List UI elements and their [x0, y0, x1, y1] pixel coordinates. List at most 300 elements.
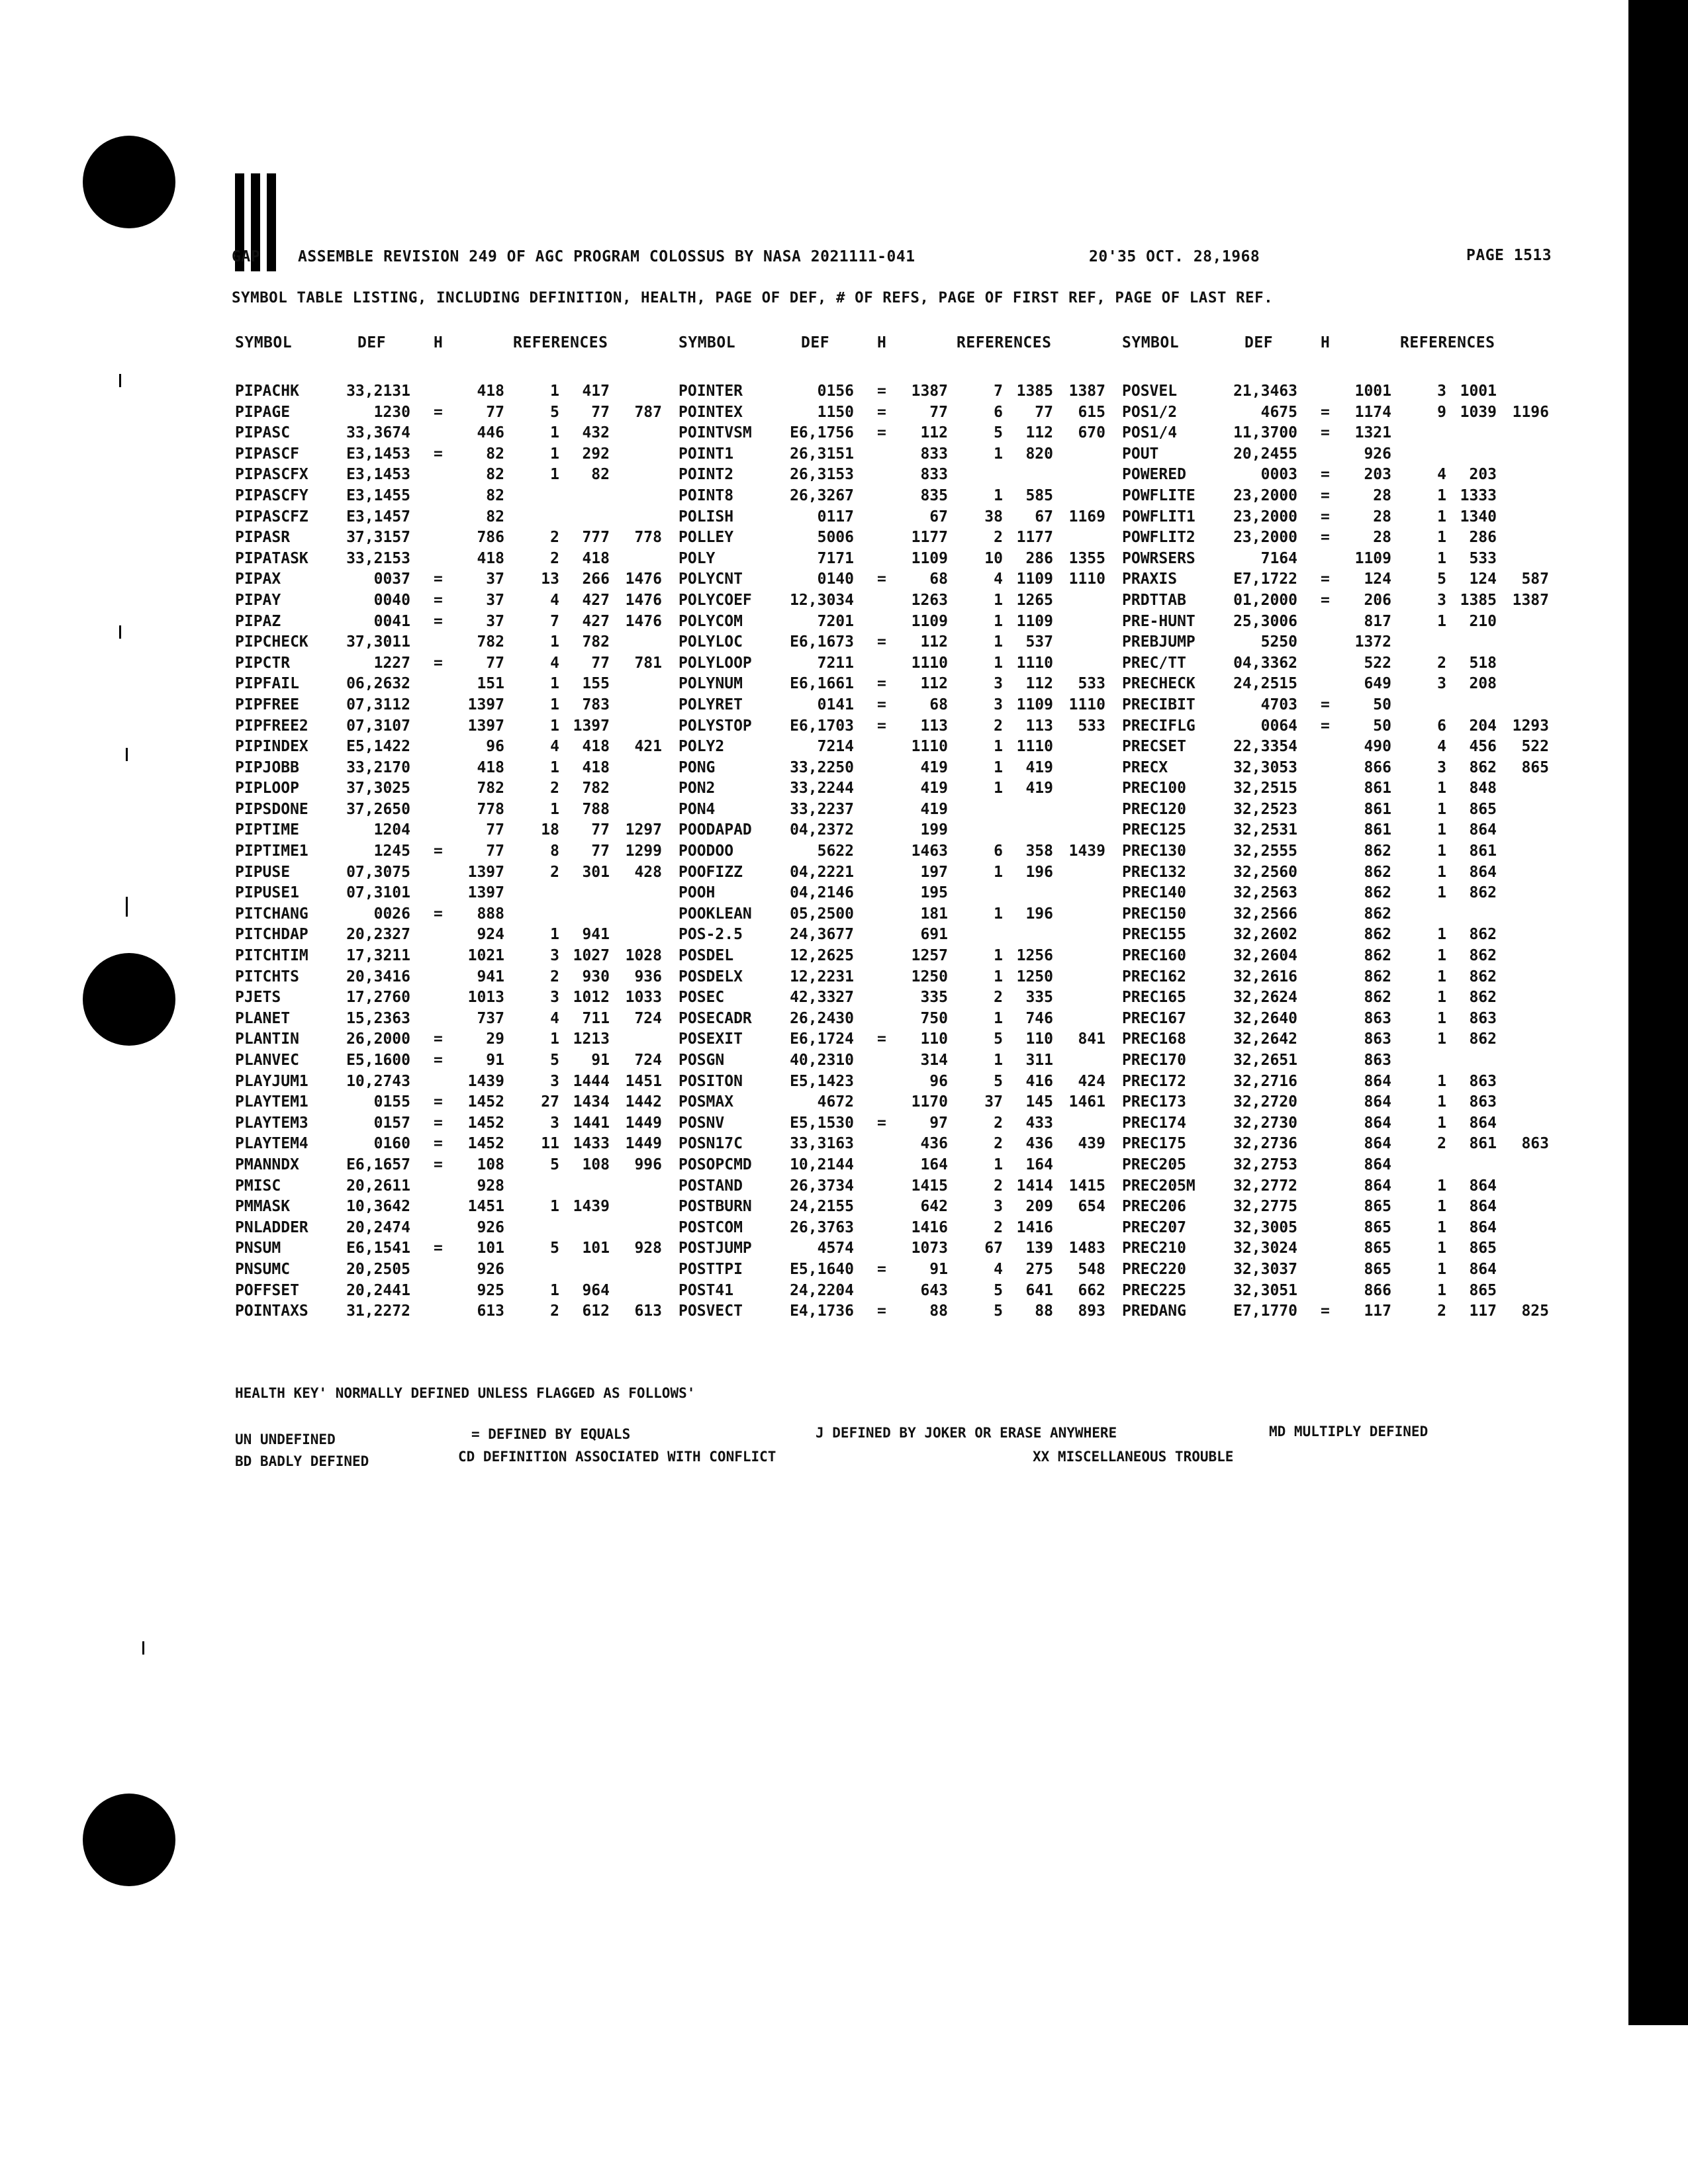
def-page: 195	[920, 884, 948, 902]
symbol: PREC210	[1122, 1240, 1186, 1257]
def-page: 436	[920, 1135, 948, 1153]
first-ref: 1434	[573, 1093, 610, 1111]
def: 07,3107	[346, 717, 410, 735]
symbol: PREC205	[1122, 1156, 1186, 1173]
def-page: 164	[920, 1156, 948, 1173]
def: E5,1600	[346, 1052, 410, 1069]
def: 32,2531	[1233, 821, 1297, 839]
def: 37,3157	[346, 529, 410, 547]
def: 32,2624	[1233, 989, 1297, 1007]
first-ref: 1333	[1460, 486, 1497, 504]
punch-hole-bottom	[83, 1794, 175, 1886]
def-page: 1416	[911, 1218, 948, 1236]
ref-count: 4	[994, 570, 1003, 588]
first-ref: 1213	[573, 1030, 610, 1048]
ref-count: 1	[1437, 821, 1446, 839]
ref-count: 11	[541, 1135, 559, 1153]
def: 1230	[373, 403, 410, 421]
health: =	[1321, 570, 1330, 588]
symbol: PIPFREE	[235, 696, 299, 713]
first-ref: 862	[1469, 968, 1497, 985]
def-page: 151	[477, 675, 504, 693]
first-ref: 864	[1469, 863, 1497, 881]
symbol: PON4	[679, 800, 716, 818]
last-ref: 1449	[625, 1114, 662, 1132]
def: 42,3327	[790, 989, 854, 1007]
ref-count: 4	[1437, 466, 1446, 484]
ref-count: 1	[994, 1009, 1003, 1027]
ref-count: 3	[994, 675, 1003, 693]
def: 1245	[373, 842, 410, 860]
def: 26,3151	[790, 445, 854, 463]
health: =	[1321, 591, 1330, 609]
def-page: 863	[1364, 1009, 1391, 1027]
symbol: POSDEL	[679, 947, 734, 965]
last-ref: 724	[634, 1009, 662, 1027]
first-ref: 286	[1469, 529, 1497, 547]
def-page: 786	[477, 529, 504, 547]
first-ref: 101	[582, 1240, 610, 1257]
def: E6,1541	[346, 1240, 410, 1257]
ref-count: 1	[994, 1156, 1003, 1173]
ref-count: 3	[550, 989, 559, 1007]
def-page: 865	[1364, 1240, 1391, 1257]
def: E5,1640	[790, 1260, 854, 1278]
first-ref: 417	[582, 383, 610, 400]
def-page: 77	[486, 821, 504, 839]
ref-count: 1	[550, 445, 559, 463]
first-ref: 416	[1025, 1072, 1053, 1090]
health: =	[434, 1135, 443, 1153]
def: 7214	[817, 738, 854, 756]
def-page: 1451	[467, 1198, 504, 1216]
first-ref: 204	[1469, 717, 1497, 735]
symbol: POLYCOEF	[679, 591, 752, 609]
def: 1204	[373, 821, 410, 839]
health: =	[434, 612, 443, 630]
def: 32,3037	[1233, 1260, 1297, 1278]
def: E6,1657	[346, 1156, 410, 1173]
symbol: POINT2	[679, 466, 734, 484]
def-page: 110	[920, 1030, 948, 1048]
def-page: 206	[1364, 591, 1391, 609]
first-ref: 1416	[1016, 1218, 1053, 1236]
def: 20,2611	[346, 1177, 410, 1195]
def-page: 77	[486, 403, 504, 421]
ref-count: 1	[1437, 780, 1446, 797]
first-ref: 1433	[573, 1135, 610, 1153]
ref-count: 1	[1437, 1114, 1446, 1132]
last-ref: 928	[634, 1240, 662, 1257]
symbol: PREC172	[1122, 1072, 1186, 1090]
def-page: 642	[920, 1198, 948, 1216]
first-ref: 432	[582, 424, 610, 442]
first-ref: 145	[1025, 1093, 1053, 1111]
def: 32,2616	[1233, 968, 1297, 985]
health: =	[1321, 717, 1330, 735]
def-page: 864	[1364, 1072, 1391, 1090]
last-ref: 421	[634, 738, 662, 756]
ref-count: 2	[994, 1114, 1003, 1132]
column-header-def: DEF	[801, 334, 830, 351]
first-ref: 113	[1025, 717, 1053, 735]
ref-count: 1	[1437, 968, 1446, 985]
def-page: 863	[1364, 1052, 1391, 1069]
def-page: 866	[1364, 1281, 1391, 1299]
symbol: PONG	[679, 758, 716, 776]
def: 0160	[373, 1135, 410, 1153]
first-ref: 77	[591, 403, 610, 421]
def: 32,3005	[1233, 1218, 1297, 1236]
def: 04,3362	[1233, 654, 1297, 672]
def-page: 419	[920, 758, 948, 776]
symbol: PRE-HUNT	[1122, 612, 1196, 630]
symbol: PNSUMC	[235, 1260, 291, 1278]
symbol: POWFLITE	[1122, 486, 1196, 504]
symbol: POODOO	[679, 842, 734, 860]
symbol: PREC220	[1122, 1260, 1186, 1278]
def: 0141	[817, 696, 854, 713]
first-ref: 864	[1469, 1218, 1497, 1236]
health: =	[877, 570, 886, 588]
symbol: POSVEL	[1122, 383, 1178, 400]
symbol: POSDELX	[679, 968, 743, 985]
symbol: POS1/4	[1122, 424, 1178, 442]
first-ref: 210	[1469, 612, 1497, 630]
ref-count: 5	[1437, 570, 1446, 588]
def-page: 782	[477, 780, 504, 797]
def-page: 1250	[911, 968, 948, 985]
def-page: 865	[1364, 1198, 1391, 1216]
symbol: POSN17C	[679, 1135, 743, 1153]
page-number: PAGE 1513	[1466, 247, 1552, 264]
first-ref: 1109	[1016, 612, 1053, 630]
def-page: 861	[1364, 800, 1391, 818]
first-ref: 418	[582, 758, 610, 776]
def: 32,2523	[1233, 800, 1297, 818]
first-ref: 533	[1469, 549, 1497, 567]
last-ref: 587	[1521, 570, 1549, 588]
def-page: 37	[486, 570, 504, 588]
ref-count: 1	[994, 591, 1003, 609]
ref-count: 3	[1437, 675, 1446, 693]
def: E3,1453	[346, 466, 410, 484]
ref-count: 67	[984, 1240, 1003, 1257]
def: 4574	[817, 1240, 854, 1257]
def: 37,2650	[346, 800, 410, 818]
ref-count: 1	[550, 633, 559, 651]
symbol: PREBJUMP	[1122, 633, 1196, 651]
def: 20,2505	[346, 1260, 410, 1278]
ref-count: 2	[1437, 1135, 1446, 1153]
symbol: PIPASC	[235, 424, 291, 442]
health-key-title: HEALTH KEY' NORMALLY DEFINED UNLESS FLAGGED AS FOLLOWS'	[235, 1385, 696, 1401]
def-page: 924	[477, 926, 504, 944]
first-ref: 358	[1025, 842, 1053, 860]
symbol: POWFLIT2	[1122, 529, 1196, 547]
first-ref: 301	[582, 863, 610, 881]
def-page: 737	[477, 1009, 504, 1027]
def-page: 97	[929, 1114, 948, 1132]
first-ref: 864	[1469, 1114, 1497, 1132]
def: 7201	[817, 612, 854, 630]
symbol: PLANET	[235, 1009, 291, 1027]
first-ref: 1177	[1016, 529, 1053, 547]
def-page: 1001	[1354, 383, 1391, 400]
first-ref: 537	[1025, 633, 1053, 651]
def: 32,2604	[1233, 947, 1297, 965]
symbol: PIPASCF	[235, 445, 299, 463]
def: 0041	[373, 612, 410, 630]
def: 20,2455	[1233, 445, 1297, 463]
def-page: 181	[920, 905, 948, 923]
ref-count: 1	[994, 758, 1003, 776]
first-ref: 82	[591, 466, 610, 484]
def: E6,1756	[790, 424, 854, 442]
def-page: 691	[920, 926, 948, 944]
health-key-joker: J DEFINED BY JOKER OR ERASE ANYWHERE	[816, 1425, 1117, 1441]
ref-count: 27	[541, 1093, 559, 1111]
def-page: 864	[1364, 1114, 1391, 1132]
ref-count: 9	[1437, 403, 1446, 421]
ref-count: 1	[994, 612, 1003, 630]
symbol: PLANVEC	[235, 1052, 299, 1069]
health: =	[1321, 424, 1330, 442]
ref-count: 1	[550, 800, 559, 818]
health: =	[877, 403, 886, 421]
ref-count: 3	[550, 947, 559, 965]
first-ref: 292	[582, 445, 610, 463]
def-page: 862	[1364, 905, 1391, 923]
symbol: POS1/2	[1122, 403, 1178, 421]
def: 7211	[817, 654, 854, 672]
symbol: PMISC	[235, 1177, 281, 1195]
symbol: POLYRET	[679, 696, 743, 713]
def-page: 928	[477, 1177, 504, 1195]
last-ref: 548	[1078, 1260, 1105, 1278]
health-key-equals: = DEFINED BY EQUALS	[471, 1426, 631, 1442]
def: 32,2753	[1233, 1156, 1297, 1173]
column-header-def: DEF	[357, 334, 387, 351]
column-header-first-ref: REFERENCES	[957, 334, 1052, 351]
ref-count: 5	[550, 1240, 559, 1257]
health: =	[434, 1240, 443, 1257]
ref-count: 1	[550, 383, 559, 400]
first-ref: 67	[1035, 508, 1053, 525]
first-ref: 77	[591, 842, 610, 860]
ref-count: 1	[1437, 529, 1446, 547]
def: 0026	[373, 905, 410, 923]
def: E5,1422	[346, 738, 410, 756]
def-page: 37	[486, 591, 504, 609]
def: 33,2244	[790, 780, 854, 797]
health-key-undefined: UN UNDEFINED	[235, 1432, 336, 1447]
def: 0064	[1260, 717, 1297, 735]
health: =	[434, 842, 443, 860]
ref-count: 1	[1437, 1218, 1446, 1236]
ref-count: 1	[550, 466, 559, 484]
ref-count: 1	[550, 1030, 559, 1048]
def-page: 1397	[467, 696, 504, 713]
def: 20,3416	[346, 968, 410, 985]
symbol: POLY2	[679, 738, 725, 756]
def: E3,1453	[346, 445, 410, 463]
margin-mark	[126, 897, 128, 917]
ref-count: 3	[994, 1198, 1003, 1216]
def: 24,2155	[790, 1198, 854, 1216]
def: 05,2500	[790, 905, 854, 923]
def: 4672	[817, 1093, 854, 1111]
first-ref: 783	[582, 696, 610, 713]
ref-count: 5	[994, 1281, 1003, 1299]
first-ref: 1027	[573, 947, 610, 965]
margin-mark	[142, 1641, 144, 1655]
health: =	[877, 696, 886, 713]
ref-count: 38	[984, 508, 1003, 525]
last-ref: 1297	[625, 821, 662, 839]
symbol: POLYLOOP	[679, 654, 752, 672]
def-page: 335	[920, 989, 948, 1007]
ref-count: 1	[994, 738, 1003, 756]
column-header-def: DEF	[1244, 334, 1274, 351]
def: 7164	[1260, 549, 1297, 567]
last-ref: 1028	[625, 947, 662, 965]
def-page: 833	[920, 466, 948, 484]
symbol: PIPUSE	[235, 863, 291, 881]
table-subtitle: SYMBOL TABLE LISTING, INCLUDING DEFINITION, HEALTH, PAGE OF DEF, # OF REFS, PAGE OF FIRST REF, PAGE OF LAST REF.	[232, 289, 1274, 306]
def-page: 1452	[467, 1093, 504, 1111]
def: 32,2566	[1233, 905, 1297, 923]
ref-count: 5	[994, 1072, 1003, 1090]
last-ref: 1449	[625, 1135, 662, 1153]
symbol: POODAPAD	[679, 821, 752, 839]
def: E6,1673	[790, 633, 854, 651]
symbol: POSEC	[679, 989, 725, 1007]
def-page: 37	[486, 612, 504, 630]
ref-count: 2	[550, 968, 559, 985]
ref-count: 1	[550, 1281, 559, 1299]
ref-count: 1	[1437, 1030, 1446, 1048]
ref-count: 2	[1437, 1302, 1446, 1320]
def-page: 68	[929, 570, 948, 588]
health: =	[434, 1052, 443, 1069]
def-page: 88	[929, 1302, 948, 1320]
def: E3,1455	[346, 486, 410, 504]
symbol: POSOPCMD	[679, 1156, 752, 1173]
symbol: POSITON	[679, 1072, 743, 1090]
def-page: 833	[920, 445, 948, 463]
def: 10,3642	[346, 1198, 410, 1216]
ref-count: 1	[994, 905, 1003, 923]
def: 12,3034	[790, 591, 854, 609]
def: 32,2775	[1233, 1198, 1297, 1216]
last-ref: 1415	[1068, 1177, 1105, 1195]
symbol: POSMAX	[679, 1093, 734, 1111]
first-ref: 433	[1025, 1114, 1053, 1132]
symbol: PREC100	[1122, 780, 1186, 797]
ref-count: 4	[550, 1009, 559, 1027]
ref-count: 1	[994, 780, 1003, 797]
def-page: 782	[477, 633, 504, 651]
ref-count: 8	[550, 842, 559, 860]
def: 0156	[817, 383, 854, 400]
symbol: PIPASCFZ	[235, 508, 308, 525]
symbol: POST41	[679, 1281, 734, 1299]
ref-count: 1	[550, 424, 559, 442]
def: 40,2310	[790, 1052, 854, 1069]
column-header-health: H	[434, 334, 444, 351]
first-ref: 863	[1469, 1093, 1497, 1111]
def: 24,2515	[1233, 675, 1297, 693]
last-ref: 613	[634, 1302, 662, 1320]
def-page: 862	[1364, 968, 1391, 985]
symbol: PLAYTEM4	[235, 1135, 308, 1153]
def: 26,3734	[790, 1177, 854, 1195]
def-page: 1257	[911, 947, 948, 965]
last-ref: 1483	[1068, 1240, 1105, 1257]
last-ref: 1033	[625, 989, 662, 1007]
header-timestamp: 20'35 OCT. 28,1968	[1089, 248, 1260, 265]
def: 11,3700	[1233, 424, 1297, 442]
def-page: 862	[1364, 989, 1391, 1007]
def: 24,2204	[790, 1281, 854, 1299]
symbol: PREC/TT	[1122, 654, 1186, 672]
first-ref: 108	[582, 1156, 610, 1173]
last-ref: 787	[634, 403, 662, 421]
def: 07,3075	[346, 863, 410, 881]
def-page: 113	[920, 717, 948, 735]
first-ref: 112	[1025, 424, 1053, 442]
last-ref: 533	[1078, 675, 1105, 693]
def-page: 835	[920, 486, 948, 504]
def: 32,2772	[1233, 1177, 1297, 1195]
symbol: PREC130	[1122, 842, 1186, 860]
first-ref: 456	[1469, 738, 1497, 756]
last-ref: 428	[634, 863, 662, 881]
symbol: PREC162	[1122, 968, 1186, 985]
health: =	[434, 591, 443, 609]
symbol: PIPATASK	[235, 549, 308, 567]
last-ref: 1110	[1068, 696, 1105, 713]
def: 20,2474	[346, 1218, 410, 1236]
last-ref: 1439	[1068, 842, 1105, 860]
first-ref: 208	[1469, 675, 1497, 693]
last-ref: 522	[1521, 738, 1549, 756]
symbol: POLYNUM	[679, 675, 743, 693]
first-ref: 1265	[1016, 591, 1053, 609]
def-page: 1174	[1354, 403, 1391, 421]
ref-count: 1	[550, 758, 559, 776]
ref-count: 1	[1437, 549, 1446, 567]
ref-count: 3	[994, 696, 1003, 713]
column-header-first-ref: REFERENCES	[513, 334, 608, 351]
def-page: 861	[1364, 821, 1391, 839]
ref-count: 3	[1437, 383, 1446, 400]
def: 33,2250	[790, 758, 854, 776]
symbol: PRECHECK	[1122, 675, 1196, 693]
health-key-conflict: CD DEFINITION ASSOCIATED WITH CONFLICT	[458, 1449, 776, 1465]
first-ref: 746	[1025, 1009, 1053, 1027]
first-ref: 1385	[1016, 383, 1053, 400]
def-page: 112	[920, 675, 948, 693]
ref-count: 1	[550, 926, 559, 944]
ref-count: 2	[550, 529, 559, 547]
def-page: 1263	[911, 591, 948, 609]
first-ref: 1250	[1016, 968, 1053, 985]
def-page: 926	[1364, 445, 1391, 463]
last-ref: 724	[634, 1052, 662, 1069]
symbol: PLAYTEM3	[235, 1114, 308, 1132]
